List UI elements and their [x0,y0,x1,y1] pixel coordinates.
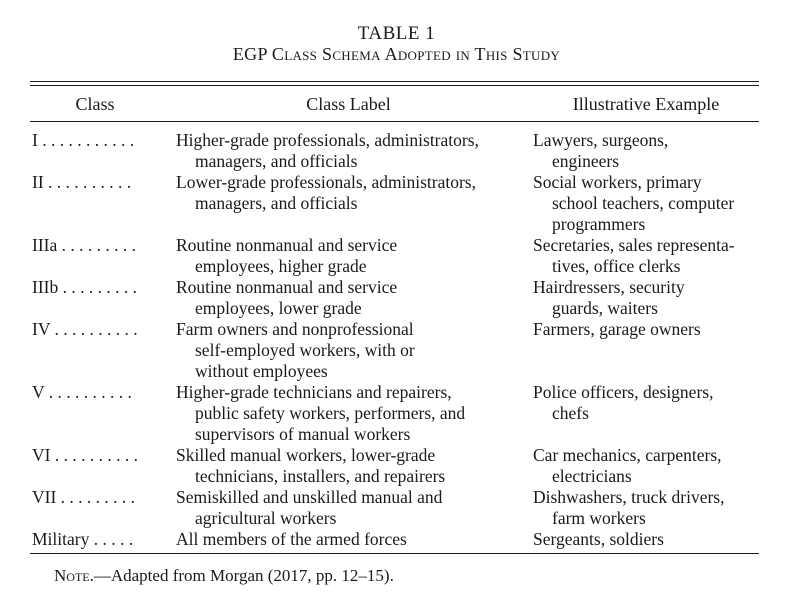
class-cell-I: I . . . . . . . . . . . [32,130,135,150]
example-cell-II: Social workers, primary school teachers, computer programmers [533,172,735,234]
class-cell-VII: VII . . . . . . . . . [32,487,136,507]
example-cell-V: Police officers, designers, chefs [533,382,714,423]
class-cell-IIIa: IIIa . . . . . . . . . [32,235,137,255]
class-label-cell-IV: Farm owners and nonprofessional self-employed workers, with or without employees [176,319,415,381]
example-cell-military: Sergeants, soldiers [533,529,664,549]
top-rule-double [30,85,759,86]
class-label-cell-IIIb: Routine nonmanual and service employees, lower grade [176,277,398,318]
class-cell-IV: IV . . . . . . . . . . [32,319,138,339]
class-label-cell-VII: Semiskilled and unskilled manual and agricultural workers [176,487,443,528]
class-cell-IIIb: IIIb . . . . . . . . . [32,277,137,297]
class-label-cell-V: Higher-grade technicians and repairers, public safety workers, performers, and supervisors of manual workers [176,382,466,444]
note-lead: Note. [54,566,94,585]
column-header-illustrative-example: Illustrative Example [572,94,720,114]
top-rule [30,81,759,82]
table-number: TABLE 1 [357,23,436,44]
example-cell-IV: Farmers, garage owners [533,319,701,339]
bottom-rule [30,553,759,554]
example-cell-I: Lawyers, surgeons, engineers [533,130,669,171]
class-label-cell-II: Lower-grade professionals, administrators, managers, and officials [176,172,476,213]
example-cell-IIIb: Hairdressers, security guards, waiters [533,277,685,318]
example-cell-VI: Car mechanics, carpenters, electricians [533,445,722,486]
column-header-class: Class [75,94,115,114]
note-text: —Adapted from Morgan (2017, pp. 12–15). [93,566,394,585]
class-label-cell-I: Higher-grade professionals, administrators, managers, and officials [176,130,479,171]
header-rule [30,121,759,122]
class-label-cell-military: All members of the armed forces [176,529,407,549]
table-note [54,566,394,586]
example-cell-VII: Dishwashers, truck drivers, farm workers [533,487,725,528]
class-cell-V: V . . . . . . . . . . [32,382,132,402]
example-cell-IIIa: Secretaries, sales representa- tives, office clerks [533,235,735,276]
table-title: EGP Class Schema Adopted in This Study [232,44,561,64]
class-label-cell-VI: Skilled manual workers, lower-grade technicians, installers, and repairers [176,445,446,486]
column-header-class-label: Class Label [306,94,391,114]
class-cell-military: Military . . . . . [32,529,134,549]
class-label-cell-IIIa: Routine nonmanual and service employees, higher grade [176,235,398,276]
class-cell-VI: VI . . . . . . . . . . [32,445,138,465]
class-cell-II: II . . . . . . . . . . [32,172,132,192]
